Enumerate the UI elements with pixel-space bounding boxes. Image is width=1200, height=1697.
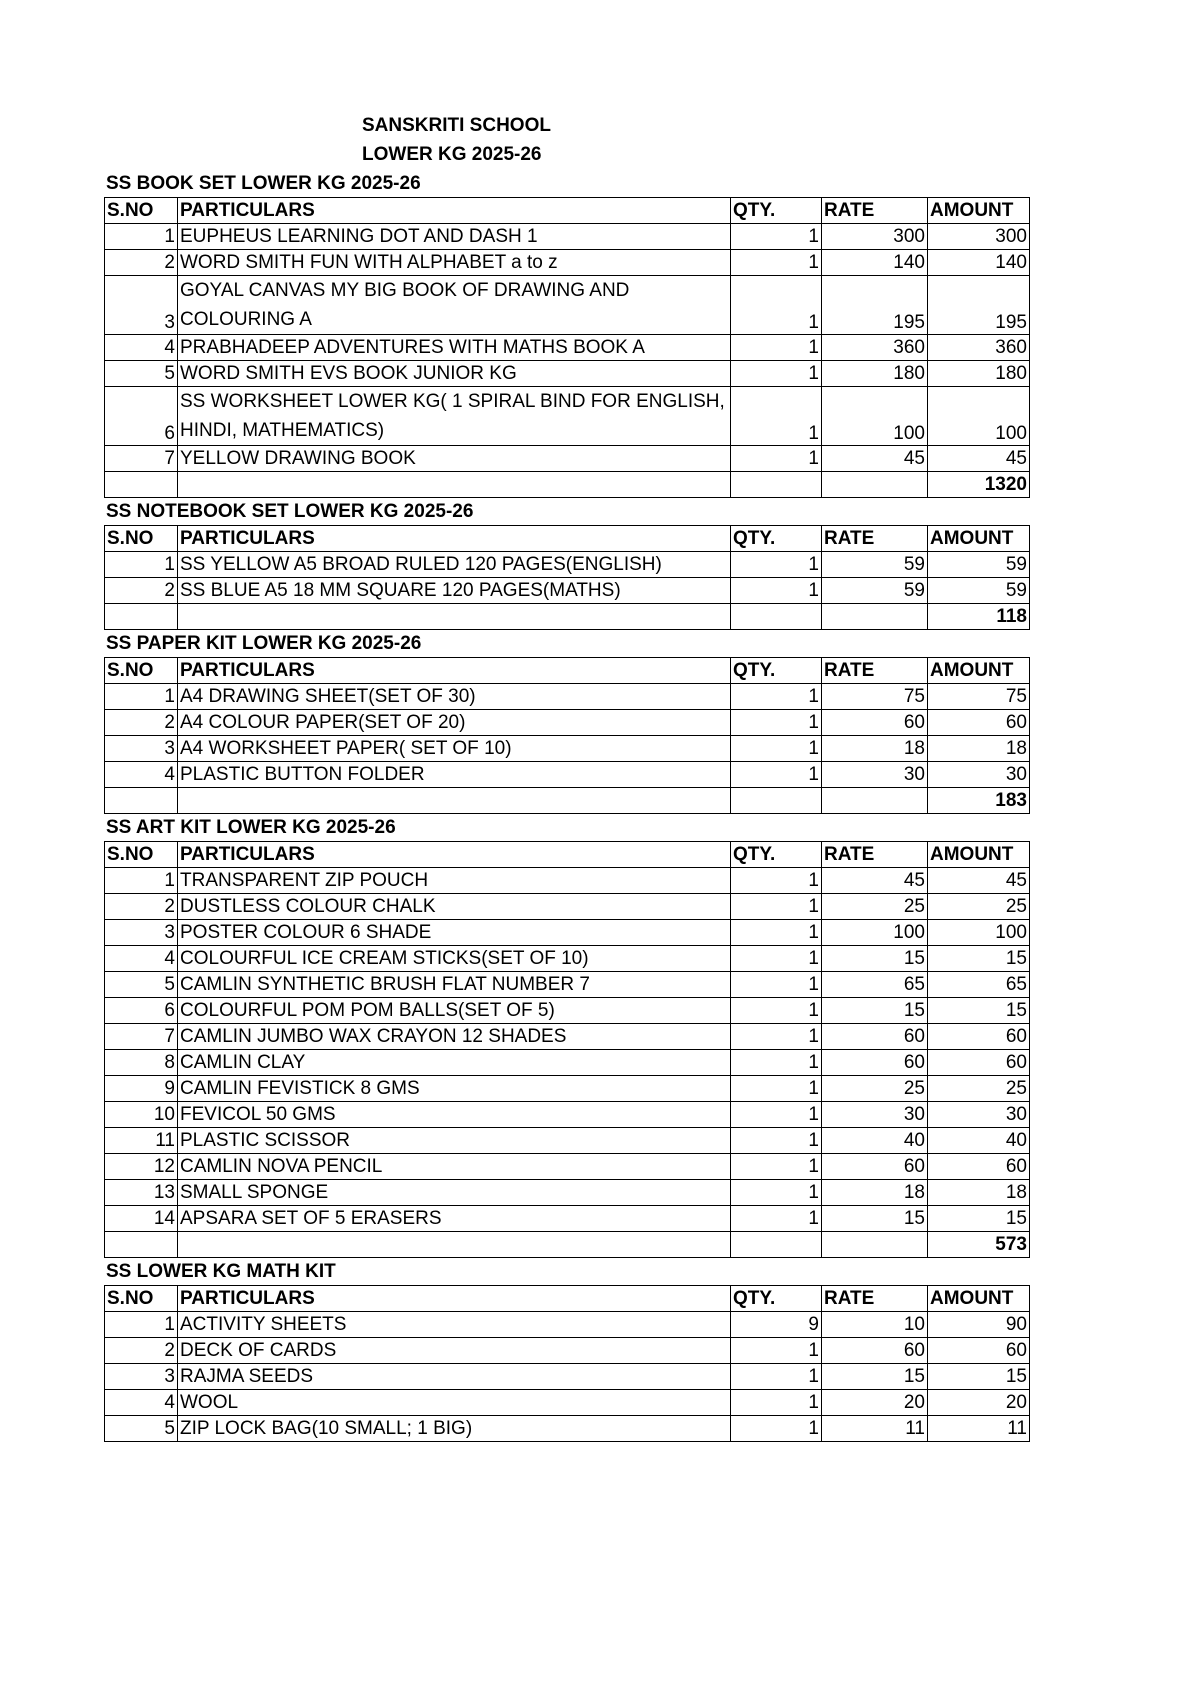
column-header: RATE xyxy=(822,1286,928,1312)
rate-cell: 100 xyxy=(822,387,928,446)
table-row xyxy=(105,446,1030,472)
rate-cell: 25 xyxy=(822,894,928,920)
column-header: AMOUNT xyxy=(928,198,1030,224)
table-row xyxy=(105,736,1030,762)
particulars-cell: SS BLUE A5 18 MM SQUARE 120 PAGES(MATHS) xyxy=(178,578,731,604)
particulars-cell: COLOURFUL ICE CREAM STICKS(SET OF 10) xyxy=(178,946,731,972)
total-row xyxy=(105,604,1030,630)
column-header: S.NO xyxy=(105,658,178,684)
section-title: SS LOWER KG MATH KIT xyxy=(106,1261,336,1282)
qty-cell: 1 xyxy=(731,1180,822,1206)
table-row xyxy=(105,1312,1030,1338)
table-row xyxy=(105,276,1030,335)
table-row xyxy=(105,1180,1030,1206)
amount-cell: 18 xyxy=(928,1180,1030,1206)
sno-cell: 10 xyxy=(105,1102,178,1128)
amount-cell: 60 xyxy=(928,1154,1030,1180)
column-header: QTY. xyxy=(731,658,822,684)
table-row xyxy=(105,250,1030,276)
particulars-cell: FEVICOL 50 GMS xyxy=(178,1102,731,1128)
table-row xyxy=(105,998,1030,1024)
qty-cell: 1 xyxy=(731,736,822,762)
rate-cell: 60 xyxy=(822,1338,928,1364)
qty-cell: 1 xyxy=(731,1338,822,1364)
amount-cell: 30 xyxy=(928,762,1030,788)
table-header-row xyxy=(105,526,1030,552)
particulars-cell: SS YELLOW A5 BROAD RULED 120 PAGES(ENGLISH) xyxy=(178,552,731,578)
table-row xyxy=(105,920,1030,946)
table-row xyxy=(105,335,1030,361)
section-title: SS ART KIT LOWER KG 2025-26 xyxy=(106,817,396,838)
items-table xyxy=(104,525,1030,630)
qty-cell: 1 xyxy=(731,1154,822,1180)
sno-cell: 2 xyxy=(105,578,178,604)
qty-cell: 1 xyxy=(731,552,822,578)
table-row xyxy=(105,684,1030,710)
amount-cell: 60 xyxy=(928,1024,1030,1050)
amount-cell: 40 xyxy=(928,1128,1030,1154)
rate-cell: 20 xyxy=(822,1390,928,1416)
sno-cell: 3 xyxy=(105,1364,178,1390)
column-header: QTY. xyxy=(731,198,822,224)
column-header: PARTICULARS xyxy=(178,658,731,684)
rate-cell: 59 xyxy=(822,552,928,578)
column-header: RATE xyxy=(822,658,928,684)
qty-cell: 1 xyxy=(731,1206,822,1232)
particulars-cell: PLASTIC BUTTON FOLDER xyxy=(178,762,731,788)
sno-cell: 13 xyxy=(105,1180,178,1206)
amount-cell: 300 xyxy=(928,224,1030,250)
amount-cell: 15 xyxy=(928,1206,1030,1232)
amount-cell: 25 xyxy=(928,894,1030,920)
sno-cell: 5 xyxy=(105,361,178,387)
table-row xyxy=(105,1338,1030,1364)
qty-cell: 1 xyxy=(731,1076,822,1102)
sno-cell: 8 xyxy=(105,1050,178,1076)
qty-cell: 1 xyxy=(731,894,822,920)
particulars-cell: A4 COLOUR PAPER(SET OF 20) xyxy=(178,710,731,736)
table-row xyxy=(105,578,1030,604)
table-row xyxy=(105,1102,1030,1128)
particulars-cell: PRABHADEEP ADVENTURES WITH MATHS BOOK A xyxy=(178,335,731,361)
table-row xyxy=(105,1390,1030,1416)
sno-cell: 4 xyxy=(105,335,178,361)
column-header: PARTICULARS xyxy=(178,842,731,868)
rate-cell: 45 xyxy=(822,868,928,894)
sno-cell: 6 xyxy=(105,998,178,1024)
amount-cell: 100 xyxy=(928,387,1030,446)
qty-cell: 1 xyxy=(731,998,822,1024)
particulars-cell: ZIP LOCK BAG(10 SMALL; 1 BIG) xyxy=(178,1416,731,1442)
particulars-cell: EUPHEUS LEARNING DOT AND DASH 1 xyxy=(178,224,731,250)
rate-cell: 18 xyxy=(822,1180,928,1206)
particulars-cell: SMALL SPONGE xyxy=(178,1180,731,1206)
rate-cell: 10 xyxy=(822,1312,928,1338)
sno-cell: 12 xyxy=(105,1154,178,1180)
particulars-cell: SS WORKSHEET LOWER KG( 1 SPIRAL BIND FOR ENGLISH, HINDI, MATHEMATICS) xyxy=(178,387,731,446)
amount-cell: 90 xyxy=(928,1312,1030,1338)
table-row xyxy=(105,972,1030,998)
sno-cell: 14 xyxy=(105,1206,178,1232)
sno-cell: 1 xyxy=(105,224,178,250)
amount-cell: 180 xyxy=(928,361,1030,387)
column-header: RATE xyxy=(822,526,928,552)
particulars-cell: CAMLIN NOVA PENCIL xyxy=(178,1154,731,1180)
items-table xyxy=(104,657,1030,814)
particulars-cell: A4 DRAWING SHEET(SET OF 30) xyxy=(178,684,731,710)
rate-cell: 15 xyxy=(822,1364,928,1390)
rate-cell: 140 xyxy=(822,250,928,276)
empty-cell xyxy=(822,472,928,498)
sno-cell: 1 xyxy=(105,1312,178,1338)
qty-cell: 1 xyxy=(731,578,822,604)
sno-cell: 1 xyxy=(105,552,178,578)
particulars-cell: COLOURFUL POM POM BALLS(SET OF 5) xyxy=(178,998,731,1024)
table-row xyxy=(105,1076,1030,1102)
table-row xyxy=(105,868,1030,894)
particulars-cell: DUSTLESS COLOUR CHALK xyxy=(178,894,731,920)
qty-cell: 1 xyxy=(731,1024,822,1050)
rate-cell: 60 xyxy=(822,710,928,736)
particulars-cell: CAMLIN JUMBO WAX CRAYON 12 SHADES xyxy=(178,1024,731,1050)
table-header-row xyxy=(105,842,1030,868)
qty-cell: 1 xyxy=(731,250,822,276)
sno-cell: 1 xyxy=(105,684,178,710)
qty-cell: 1 xyxy=(731,361,822,387)
empty-cell xyxy=(178,472,731,498)
particulars-cell: WORD SMITH EVS BOOK JUNIOR KG xyxy=(178,361,731,387)
section-title: SS PAPER KIT LOWER KG 2025-26 xyxy=(106,633,422,654)
amount-cell: 65 xyxy=(928,972,1030,998)
rate-cell: 60 xyxy=(822,1050,928,1076)
sno-cell: 7 xyxy=(105,446,178,472)
amount-cell: 60 xyxy=(928,710,1030,736)
column-header: S.NO xyxy=(105,198,178,224)
amount-cell: 140 xyxy=(928,250,1030,276)
empty-cell xyxy=(731,1232,822,1258)
document-title: SANSKRITI SCHOOL xyxy=(362,115,551,136)
total-row xyxy=(105,472,1030,498)
rate-cell: 59 xyxy=(822,578,928,604)
qty-cell: 1 xyxy=(731,1364,822,1390)
rate-cell: 60 xyxy=(822,1024,928,1050)
column-header: PARTICULARS xyxy=(178,1286,731,1312)
qty-cell: 1 xyxy=(731,710,822,736)
particulars-cell: APSARA SET OF 5 ERASERS xyxy=(178,1206,731,1232)
empty-cell xyxy=(731,604,822,630)
table-row xyxy=(105,1128,1030,1154)
table-row xyxy=(105,762,1030,788)
table-row xyxy=(105,1206,1030,1232)
qty-cell: 1 xyxy=(731,762,822,788)
empty-cell xyxy=(822,1232,928,1258)
amount-cell: 75 xyxy=(928,684,1030,710)
table-header-row xyxy=(105,198,1030,224)
rate-cell: 195 xyxy=(822,276,928,335)
rate-cell: 360 xyxy=(822,335,928,361)
rate-cell: 15 xyxy=(822,1206,928,1232)
empty-cell xyxy=(105,1232,178,1258)
particulars-cell: CAMLIN SYNTHETIC BRUSH FLAT NUMBER 7 xyxy=(178,972,731,998)
sno-cell: 3 xyxy=(105,276,178,335)
amount-cell: 100 xyxy=(928,920,1030,946)
section-total: 183 xyxy=(928,788,1030,814)
empty-cell xyxy=(178,788,731,814)
qty-cell: 1 xyxy=(731,224,822,250)
table-row xyxy=(105,894,1030,920)
particulars-cell: WORD SMITH FUN WITH ALPHABET a to z xyxy=(178,250,731,276)
table-header-row xyxy=(105,658,1030,684)
sno-cell: 7 xyxy=(105,1024,178,1050)
amount-cell: 59 xyxy=(928,578,1030,604)
particulars-cell: CAMLIN CLAY xyxy=(178,1050,731,1076)
particulars-cell: TRANSPARENT ZIP POUCH xyxy=(178,868,731,894)
items-table xyxy=(104,197,1030,498)
rate-cell: 45 xyxy=(822,446,928,472)
column-header: QTY. xyxy=(731,1286,822,1312)
rate-cell: 60 xyxy=(822,1154,928,1180)
sno-cell: 2 xyxy=(105,710,178,736)
amount-cell: 30 xyxy=(928,1102,1030,1128)
column-header: RATE xyxy=(822,198,928,224)
sno-cell: 2 xyxy=(105,894,178,920)
section-title: SS NOTEBOOK SET LOWER KG 2025-26 xyxy=(106,501,474,522)
sno-cell: 5 xyxy=(105,1416,178,1442)
qty-cell: 1 xyxy=(731,1390,822,1416)
qty-cell: 1 xyxy=(731,1128,822,1154)
table-row xyxy=(105,1024,1030,1050)
amount-cell: 15 xyxy=(928,1364,1030,1390)
table-row xyxy=(105,1154,1030,1180)
particulars-cell: DECK OF CARDS xyxy=(178,1338,731,1364)
table-row xyxy=(105,1416,1030,1442)
empty-cell xyxy=(731,788,822,814)
sno-cell: 4 xyxy=(105,1390,178,1416)
table-row xyxy=(105,361,1030,387)
column-header: AMOUNT xyxy=(928,842,1030,868)
qty-cell: 1 xyxy=(731,946,822,972)
section-total: 1320 xyxy=(928,472,1030,498)
empty-cell xyxy=(731,472,822,498)
qty-cell: 1 xyxy=(731,335,822,361)
amount-cell: 15 xyxy=(928,946,1030,972)
column-header: RATE xyxy=(822,842,928,868)
table-row xyxy=(105,710,1030,736)
amount-cell: 15 xyxy=(928,998,1030,1024)
sno-cell: 2 xyxy=(105,1338,178,1364)
particulars-cell: YELLOW DRAWING BOOK xyxy=(178,446,731,472)
amount-cell: 18 xyxy=(928,736,1030,762)
table-row xyxy=(105,224,1030,250)
rate-cell: 15 xyxy=(822,946,928,972)
particulars-cell: ACTIVITY SHEETS xyxy=(178,1312,731,1338)
sno-cell: 11 xyxy=(105,1128,178,1154)
particulars-cell: WOOL xyxy=(178,1390,731,1416)
sno-cell: 9 xyxy=(105,1076,178,1102)
section-total: 573 xyxy=(928,1232,1030,1258)
column-header: QTY. xyxy=(731,526,822,552)
amount-cell: 59 xyxy=(928,552,1030,578)
amount-cell: 195 xyxy=(928,276,1030,335)
qty-cell: 1 xyxy=(731,1050,822,1076)
qty-cell: 1 xyxy=(731,868,822,894)
rate-cell: 180 xyxy=(822,361,928,387)
sno-cell: 4 xyxy=(105,946,178,972)
rate-cell: 11 xyxy=(822,1416,928,1442)
qty-cell: 1 xyxy=(731,446,822,472)
empty-cell xyxy=(105,472,178,498)
table-header-row xyxy=(105,1286,1030,1312)
table-row xyxy=(105,552,1030,578)
qty-cell: 1 xyxy=(731,387,822,446)
column-header: QTY. xyxy=(731,842,822,868)
particulars-cell: GOYAL CANVAS MY BIG BOOK OF DRAWING AND COLOURING A xyxy=(178,276,731,335)
table-row xyxy=(105,946,1030,972)
column-header: AMOUNT xyxy=(928,1286,1030,1312)
total-row xyxy=(105,1232,1030,1258)
particulars-cell: POSTER COLOUR 6 SHADE xyxy=(178,920,731,946)
amount-cell: 20 xyxy=(928,1390,1030,1416)
column-header: S.NO xyxy=(105,526,178,552)
amount-cell: 60 xyxy=(928,1338,1030,1364)
column-header: AMOUNT xyxy=(928,526,1030,552)
qty-cell: 1 xyxy=(731,1102,822,1128)
amount-cell: 45 xyxy=(928,868,1030,894)
sno-cell: 2 xyxy=(105,250,178,276)
empty-cell xyxy=(178,604,731,630)
items-table xyxy=(104,1285,1030,1442)
rate-cell: 15 xyxy=(822,998,928,1024)
rate-cell: 25 xyxy=(822,1076,928,1102)
section-total: 118 xyxy=(928,604,1030,630)
particulars-cell: RAJMA SEEDS xyxy=(178,1364,731,1390)
rate-cell: 100 xyxy=(822,920,928,946)
amount-cell: 25 xyxy=(928,1076,1030,1102)
document-subtitle: LOWER KG 2025-26 xyxy=(362,144,542,165)
column-header: AMOUNT xyxy=(928,658,1030,684)
amount-cell: 60 xyxy=(928,1050,1030,1076)
table-row xyxy=(105,1050,1030,1076)
column-header: PARTICULARS xyxy=(178,526,731,552)
table-row xyxy=(105,387,1030,446)
qty-cell: 1 xyxy=(731,920,822,946)
sno-cell: 3 xyxy=(105,920,178,946)
column-header: S.NO xyxy=(105,842,178,868)
amount-cell: 45 xyxy=(928,446,1030,472)
total-row xyxy=(105,788,1030,814)
qty-cell: 9 xyxy=(731,1312,822,1338)
qty-cell: 1 xyxy=(731,684,822,710)
column-header: PARTICULARS xyxy=(178,198,731,224)
amount-cell: 360 xyxy=(928,335,1030,361)
sno-cell: 3 xyxy=(105,736,178,762)
empty-cell xyxy=(105,788,178,814)
rate-cell: 40 xyxy=(822,1128,928,1154)
rate-cell: 300 xyxy=(822,224,928,250)
empty-cell xyxy=(178,1232,731,1258)
column-header: S.NO xyxy=(105,1286,178,1312)
amount-cell: 11 xyxy=(928,1416,1030,1442)
rate-cell: 65 xyxy=(822,972,928,998)
qty-cell: 1 xyxy=(731,972,822,998)
rate-cell: 18 xyxy=(822,736,928,762)
rate-cell: 75 xyxy=(822,684,928,710)
particulars-cell: CAMLIN FEVISTICK 8 GMS xyxy=(178,1076,731,1102)
sno-cell: 6 xyxy=(105,387,178,446)
empty-cell xyxy=(105,604,178,630)
particulars-cell: A4 WORKSHEET PAPER( SET OF 10) xyxy=(178,736,731,762)
rate-cell: 30 xyxy=(822,762,928,788)
empty-cell xyxy=(822,788,928,814)
rate-cell: 30 xyxy=(822,1102,928,1128)
items-table xyxy=(104,841,1030,1258)
particulars-cell: PLASTIC SCISSOR xyxy=(178,1128,731,1154)
sno-cell: 4 xyxy=(105,762,178,788)
qty-cell: 1 xyxy=(731,276,822,335)
sno-cell: 1 xyxy=(105,868,178,894)
table-row xyxy=(105,1364,1030,1390)
section-title: SS BOOK SET LOWER KG 2025-26 xyxy=(106,173,421,194)
qty-cell: 1 xyxy=(731,1416,822,1442)
sno-cell: 5 xyxy=(105,972,178,998)
empty-cell xyxy=(822,604,928,630)
booklist-content xyxy=(104,170,1029,1442)
